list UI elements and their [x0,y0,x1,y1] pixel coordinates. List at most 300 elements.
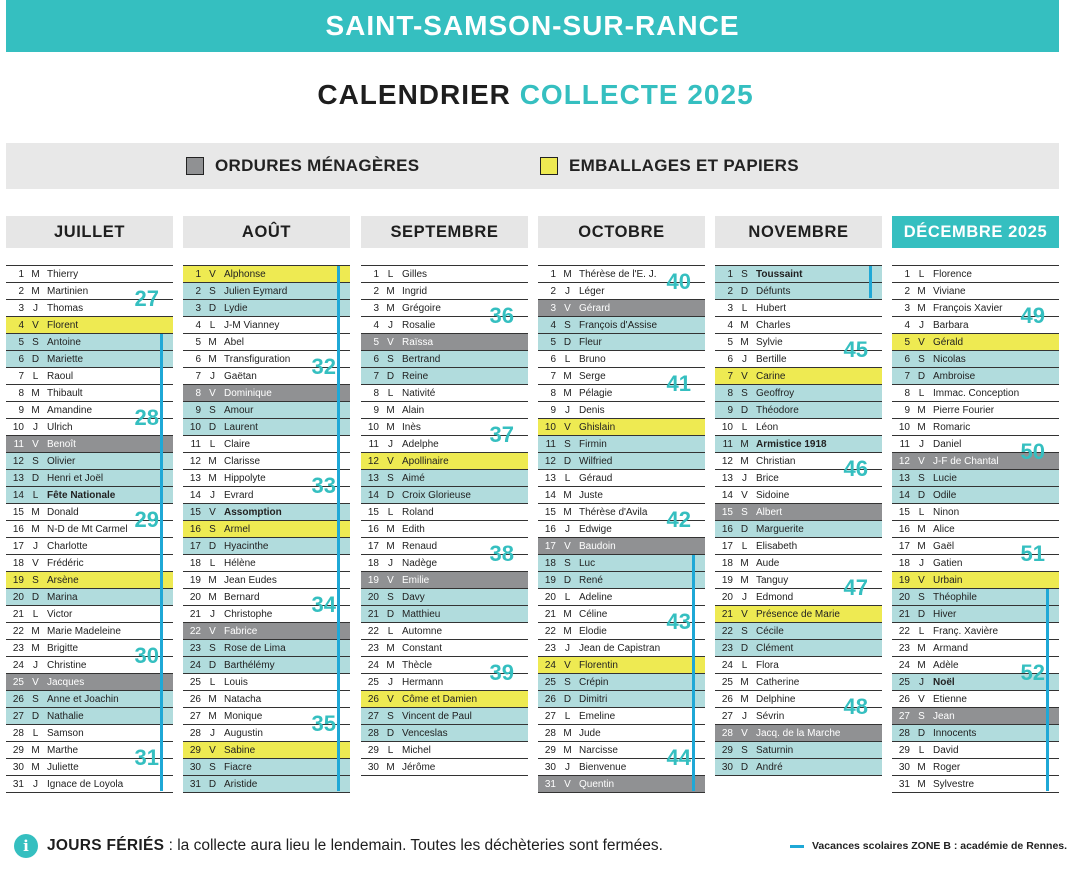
day-row [538,708,705,725]
saint-name: Jacques [47,676,85,688]
day-number: 8 [195,387,201,399]
saint-name: Christian [756,455,796,467]
saint-name: Transfiguration [224,353,291,365]
vacation-legend [790,840,1067,852]
day-row [361,572,528,589]
saint-name: Edmond [756,591,794,603]
day-number: 13 [898,472,910,484]
day-row [6,674,173,691]
saint-name: Hubert [756,302,787,314]
saint-name: Delphine [756,693,796,705]
day-number: 22 [544,625,556,637]
saint-name: Lucie [933,472,957,484]
weekday-letter: M [31,387,40,399]
day-number: 4 [373,319,379,331]
saint-name: Ulrich [47,421,73,433]
saint-name: Crépin [579,676,609,688]
day-number: 3 [195,302,201,314]
weekday-letter: M [31,506,40,518]
day-number: 13 [721,472,733,484]
day-number: 9 [195,404,201,416]
saint-name: Michel [402,744,431,756]
weekday-letter: M [386,404,395,416]
weekday-letter: J [33,302,38,314]
weekday-letter: M [208,693,217,705]
day-row [361,691,528,708]
weekday-letter: S [918,472,925,484]
weekday-letter: S [387,710,394,722]
saint-name: Charlotte [47,540,88,552]
day-number: 17 [544,540,556,552]
day-number: 21 [12,608,24,620]
day-number: 6 [550,353,556,365]
day-number: 1 [550,268,556,280]
saint-name: Sidoine [756,489,790,501]
day-number: 13 [12,472,24,484]
weekday-letter: V [209,268,216,280]
day-number: 30 [898,761,910,773]
saint-name: Alice [933,523,955,535]
saint-name: Fleur [579,336,602,348]
day-row [361,402,528,419]
saint-name: Christine [47,659,87,671]
day-number: 7 [18,370,24,382]
weekday-letter: M [917,285,926,297]
day-row [361,266,528,283]
weekday-letter: J [388,557,393,569]
saint-name: Thérèse de l'E. J. [579,268,657,280]
weekday-letter: M [563,268,572,280]
day-row [892,283,1059,300]
weekday-letter: S [32,455,39,467]
weekday-letter: V [32,676,39,688]
day-number: 19 [189,574,201,586]
saint-name: Armel [224,523,251,535]
day-row [6,317,173,334]
weekday-letter: L [741,421,748,433]
saint-name: Thierry [47,268,79,280]
weekday-letter: D [917,727,926,739]
day-number: 11 [899,438,910,450]
day-row [715,759,882,776]
day-number: 28 [721,727,733,739]
day-row [715,385,882,402]
saint-name: Denis [579,404,605,416]
day-number: 4 [904,319,910,331]
day-row [892,708,1059,725]
saint-name: Élodie [579,625,607,637]
day-row [6,555,173,572]
day-number: 29 [189,744,201,756]
saint-name: Grégoire [402,302,441,314]
saint-name: Élisabeth [756,540,798,552]
weekday-letter: D [563,455,572,467]
day-number: 5 [550,336,556,348]
day-number: 11 [190,438,201,450]
day-row [183,759,350,776]
saint-name: Fabrice [224,625,258,637]
weekday-letter: D [31,710,40,722]
day-number: 31 [189,778,201,790]
day-number: 2 [18,285,24,297]
day-number: 14 [12,489,24,501]
month-column [538,216,705,793]
day-row [6,436,173,453]
day-row [361,742,528,759]
day-row [183,742,350,759]
day-row [183,776,350,793]
day-number: 29 [721,744,733,756]
week-number: 51 [1020,541,1045,566]
day-number: 8 [904,387,910,399]
day-number: 14 [898,489,910,501]
day-number: 22 [898,625,910,637]
saint-name: Flora [756,659,779,671]
weekday-letter: J [210,489,215,501]
day-number: 3 [727,302,733,314]
weekday-letter: M [31,761,40,773]
saint-name: Roger [933,761,961,773]
saint-name: Nadège [402,557,438,569]
day-row [715,623,882,640]
day-number: 28 [367,727,379,739]
weekday-letter: D [386,727,395,739]
day-number: 2 [904,285,910,297]
day-row [538,419,705,436]
weekday-letter: S [741,387,748,399]
month-column [183,216,350,793]
day-row [538,725,705,742]
day-number: 27 [898,710,910,722]
day-number: 16 [189,523,201,535]
weekday-letter: J [33,659,38,671]
weekday-letter: L [387,625,394,637]
weekday-letter: M [740,574,749,586]
saint-name: Claire [224,438,251,450]
day-number: 18 [544,557,556,569]
saint-name: Clarisse [224,455,261,467]
weekday-letter: M [208,710,217,722]
day-row [892,623,1059,640]
weekday-letter: D [386,370,395,382]
day-list [361,265,528,776]
day-number: 20 [12,591,24,603]
day-row [361,487,528,504]
weekday-letter: J [742,710,747,722]
weekday-letter: S [387,591,394,603]
day-row [892,351,1059,368]
day-row [6,453,173,470]
saint-name: Nicolas [933,353,966,365]
day-number: 17 [898,540,910,552]
saint-name: Jérôme [402,761,436,773]
day-row [538,776,705,793]
day-row [538,674,705,691]
saint-name: Laurent [224,421,258,433]
saint-name: Sylvestre [933,778,975,790]
saint-name: Ignace de Loyola [47,778,124,790]
day-row [538,300,705,317]
saint-name: Brice [756,472,779,484]
day-number: 1 [18,268,24,280]
week-number: 49 [1020,303,1045,328]
weekday-letter: V [209,387,216,399]
day-number: 16 [544,523,556,535]
day-row [361,470,528,487]
legend-gray-label: ORDURES MÉNAGÈRES [215,156,420,175]
weekday-letter: M [386,421,395,433]
day-row [892,776,1059,793]
day-row [715,674,882,691]
saint-name: André [756,761,783,773]
day-number: 24 [898,659,910,671]
saint-name: Barthélémy [224,659,275,671]
day-number: 12 [898,455,910,467]
day-number: 8 [373,387,379,399]
saint-name: Gilles [402,268,428,280]
month-header: JUILLET [6,216,173,248]
saint-name: Victor [47,608,73,620]
weekday-letter: M [31,404,40,416]
saint-name: Juliette [47,761,79,773]
saint-name: Ninon [933,506,960,518]
weekday-letter: M [31,625,40,637]
day-number: 1 [195,268,201,280]
day-row [183,572,350,589]
weekday-letter: M [563,387,572,399]
day-number: 31 [12,778,24,790]
week-number: 47 [843,575,868,600]
weekday-letter: S [209,404,216,416]
weekday-letter: V [564,659,571,671]
day-number: 20 [721,591,733,603]
saint-name: Serge [579,370,606,382]
day-number: 28 [544,727,556,739]
day-row [6,470,173,487]
day-number: 25 [367,676,379,688]
weekday-letter: M [208,574,217,586]
vacation-line [337,266,340,791]
day-number: 12 [367,455,379,467]
day-row [892,742,1059,759]
weekday-letter: D [31,591,40,603]
saint-name: J-M Vianney [224,319,280,331]
weekday-letter: L [564,710,571,722]
weekday-letter: J [33,540,38,552]
day-number: 22 [189,625,201,637]
day-number: 27 [721,710,733,722]
day-number: 10 [721,421,733,433]
weekday-letter: V [918,336,925,348]
saint-name: Sabine [224,744,256,756]
weekday-letter: M [917,404,926,416]
weekday-letter: S [741,506,748,518]
saint-name: Assomption [224,506,282,518]
day-row [538,657,705,674]
day-number: 20 [189,591,201,603]
week-number: 48 [843,694,868,719]
info-icon: i [14,834,38,858]
day-number: 4 [18,319,24,331]
weekday-letter: D [208,659,217,671]
day-number: 5 [727,336,733,348]
weekday-letter: L [387,387,394,399]
day-number: 31 [898,778,910,790]
weekday-letter: D [31,472,40,484]
day-number: 19 [12,574,24,586]
day-number: 3 [18,302,24,314]
day-number: 9 [550,404,556,416]
day-number: 22 [12,625,24,637]
saint-name: Lydie [224,302,248,314]
saint-name: Dominique [224,387,272,399]
saint-name: Dimitri [579,693,608,705]
day-number: 27 [367,710,379,722]
weekday-letter: V [387,693,394,705]
day-number: 1 [904,268,910,280]
saint-name: Firmin [579,438,607,450]
weekday-letter: J [33,421,38,433]
day-row [361,385,528,402]
day-row [715,266,882,283]
saint-name: Benoît [47,438,76,450]
weekday-letter: V [564,778,571,790]
weekday-letter: D [917,370,926,382]
weekday-letter: S [564,557,571,569]
day-row [538,453,705,470]
saint-name: Geoffroy [756,387,795,399]
saint-name: Monique [224,710,263,722]
weekday-letter: D [740,761,749,773]
saint-name: Davy [402,591,425,603]
weekday-letter: M [31,744,40,756]
weekday-letter: L [741,540,748,552]
day-row [6,385,173,402]
day-number: 20 [367,591,379,603]
day-number: 15 [189,506,201,518]
day-number: 27 [189,710,201,722]
weekday-letter: D [563,574,572,586]
day-row [892,606,1059,623]
saint-name: Nativité [402,387,436,399]
weekday-letter: J [388,438,393,450]
weekday-letter: M [563,625,572,637]
weekday-letter: D [563,336,572,348]
day-number: 14 [544,489,556,501]
saint-name: Abel [224,336,245,348]
saint-name: Florentin [579,659,618,671]
saint-name: Céline [579,608,608,620]
saint-name: Gérald [933,336,964,348]
saint-name: Antoine [47,336,81,348]
weekday-letter: J [565,642,570,654]
saint-name: Mariette [47,353,84,365]
legend-yellow-label: EMBALLAGES ET PAPIERS [569,156,799,175]
day-number: 13 [544,472,556,484]
weekday-letter: D [563,693,572,705]
weekday-letter: M [563,744,572,756]
saint-name: François d'Assise [579,319,658,331]
weekday-letter: M [563,727,572,739]
week-number: 31 [134,745,159,770]
saint-name: Hippolyte [224,472,266,484]
day-row [183,300,350,317]
saint-name: Bernard [224,591,260,603]
saint-name: Quentin [579,778,615,790]
saint-name: Thècle [402,659,433,671]
day-row [183,657,350,674]
weekday-letter: M [386,761,395,773]
day-number: 23 [12,642,24,654]
day-row [715,300,882,317]
week-number: 35 [311,711,336,736]
saint-name: Léger [579,285,605,297]
day-number: 24 [721,659,733,671]
saint-name: Apollinaire [402,455,449,467]
saint-name: Constant [402,642,443,654]
day-number: 13 [367,472,379,484]
day-number: 18 [721,557,733,569]
day-row [361,589,528,606]
weekday-letter: L [32,727,39,739]
day-row [183,317,350,334]
day-number: 19 [721,574,733,586]
weekday-letter: V [918,693,925,705]
day-number: 18 [898,557,910,569]
vacation-label: Vacances scolaires ZONE B : académie de Rennes. [812,840,1068,852]
weekday-letter: V [387,574,394,586]
week-number: 28 [134,405,159,430]
holidays-label: JOURS FÉRIÉS [47,837,165,854]
weekday-letter: S [564,438,571,450]
saint-name: Armand [933,642,969,654]
saint-name: Léon [756,421,779,433]
day-number: 30 [544,761,556,773]
day-row [183,674,350,691]
day-number: 7 [373,370,379,382]
day-row [6,708,173,725]
weekday-letter: M [740,319,749,331]
saint-name: Henri et Joël [47,472,104,484]
vacation-line-icon [790,845,804,848]
week-number: 42 [666,507,691,532]
saint-name: Tanguy [756,574,789,586]
saint-name: Barbara [933,319,969,331]
weekday-letter: S [387,472,394,484]
saint-name: Émeline [579,710,616,722]
weekday-letter: S [209,523,216,535]
day-row [6,368,173,385]
day-number: 7 [195,370,201,382]
day-number: 30 [12,761,24,773]
weekday-letter: V [741,608,748,620]
day-row [715,657,882,674]
day-number: 24 [189,659,201,671]
weekday-letter: L [918,744,925,756]
month-column [892,216,1059,793]
day-number: 29 [898,744,910,756]
weekday-letter: L [209,438,216,450]
day-row [6,487,173,504]
saint-name: Florence [933,268,972,280]
saint-name: Urbain [933,574,963,586]
day-number: 10 [898,421,910,433]
day-number: 19 [898,574,910,586]
saint-name: Renaud [402,540,438,552]
commune-name: SAINT-SAMSON-SUR-RANCE [325,10,740,41]
day-row [892,521,1059,538]
saint-name: Aimé [402,472,425,484]
